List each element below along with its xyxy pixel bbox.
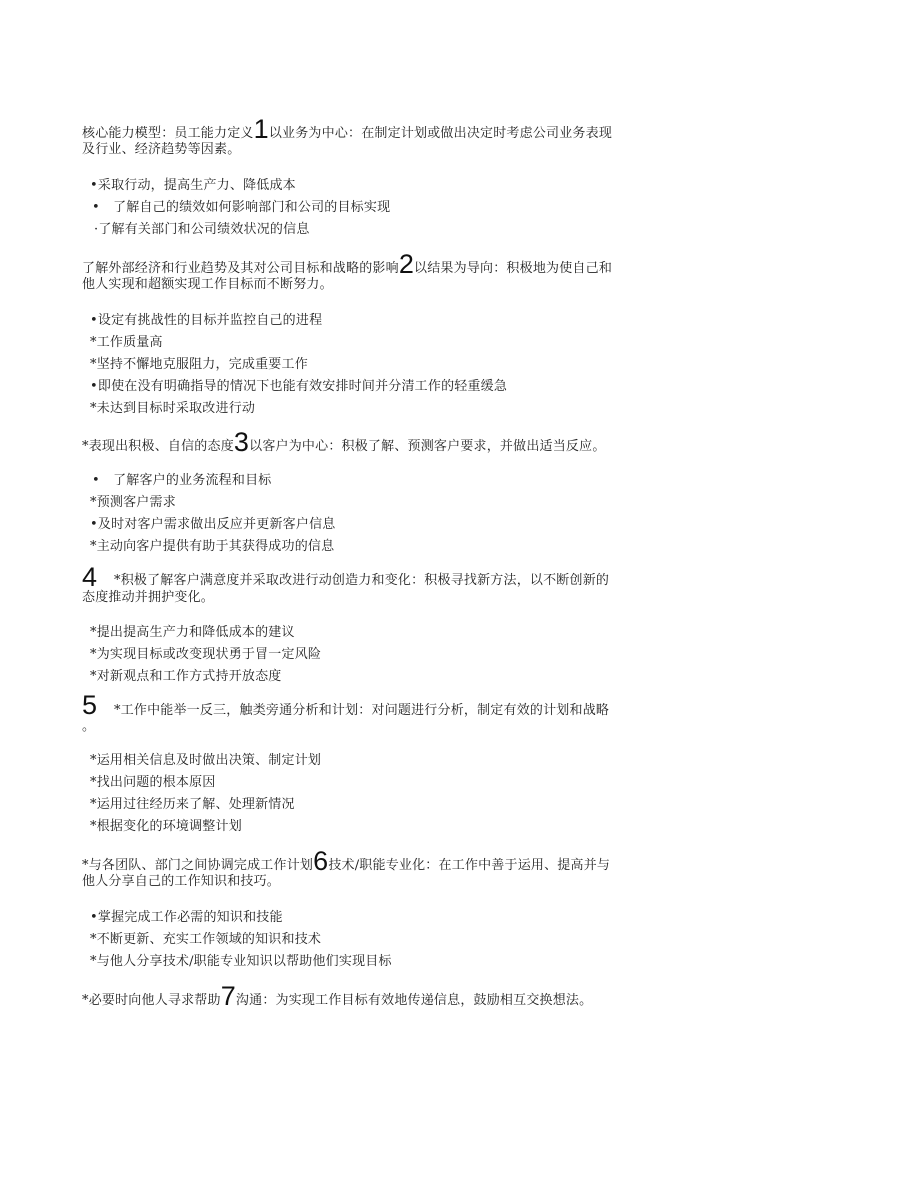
section-2-continuation: 他人实现和超额实现工作目标而不断努力。 <box>82 277 333 292</box>
section-1-bullet-3: ·了解有关部门和公司绩效状况的信息 <box>94 222 310 237</box>
section-7-title: 沟通：为实现工作目标有效地传递信息，鼓励相互交换想法。 <box>235 993 593 1008</box>
section-5-continuation: 。 <box>82 719 96 734</box>
section-7-heading <box>82 981 593 1011</box>
section-5-title: *工作中能举一反三，触类旁通分析和计划：对问题进行分析，制定有效的计划和战略 <box>114 703 610 718</box>
section-7-number: 7 <box>220 981 236 1011</box>
section-4-title: *积极了解客户满意度并采取改进行动创造力和变化：积极寻找新方法，以不断创新的 <box>114 573 610 588</box>
section-1-lead-text: 核心能力模型：员工能力定义 <box>82 126 254 141</box>
section-5-number: 5 <box>82 690 98 720</box>
section-3-bullet-4: *主动向客户提供有助于其获得成功的信息 <box>90 539 335 554</box>
section-6-continuation: 他人分享自己的工作知识和技巧。 <box>82 874 281 889</box>
section-4-continuation: 态度推动并拥护变化。 <box>82 590 215 605</box>
section-1-number: 1 <box>253 114 269 144</box>
section-3-bullet-3: •及时对客户需求做出反应并更新客户信息 <box>90 517 336 532</box>
section-2-title: 以结果为导向：积极地为使自己和 <box>414 261 613 276</box>
section-6-number: 6 <box>313 846 329 876</box>
section-2-lead-text: 了解外部经济和行业趋势及其对公司目标和战略的影响 <box>82 261 399 276</box>
section-4-number: 4 <box>82 562 98 592</box>
section-4-bullet-2: *为实现目标或改变现状勇于冒一定风险 <box>90 647 322 662</box>
section-6-lead-text: *与各团队、部门之间协调完成工作计划 <box>82 858 314 873</box>
section-3-heading <box>82 427 606 457</box>
section-5-bullet-2: *找出问题的根本原因 <box>90 775 216 790</box>
section-1-continuation: 及行业、经济趋势等因素。 <box>82 142 241 157</box>
section-3-title: 以客户为中心：积极了解、预测客户要求，并做出适当反应。 <box>249 439 606 454</box>
section-2-bullet-4: •即使在没有明确指导的情况下也能有效安排时间并分清工作的轻重缓急 <box>90 379 508 394</box>
section-5-bullet-4: *根据变化的环境调整计划 <box>90 819 242 834</box>
section-3-bullet-2: *预测客户需求 <box>90 495 176 510</box>
section-3-number: 3 <box>233 427 250 457</box>
section-3-bullet-1: • 了解客户的业务流程和目标 <box>92 473 272 488</box>
section-4-bullet-3: *对新观点和工作方式持开放态度 <box>90 669 282 684</box>
section-2-heading <box>82 249 613 279</box>
section-6-bullet-2: *不断更新、充实工作领域的知识和技术 <box>90 932 322 947</box>
section-2-bullet-1: •设定有挑战性的目标并监控自己的进程 <box>90 313 323 328</box>
section-2-bullet-5: *未达到目标时采取改进行动 <box>90 401 256 416</box>
section-1-bullet-1: •采取行动，提高生产力、降低成本 <box>90 178 296 193</box>
section-6-bullet-1: •掌握完成工作必需的知识和技能 <box>90 910 283 925</box>
section-2-bullet-2: *工作质量高 <box>90 335 163 350</box>
section-5-bullet-1: *运用相关信息及时做出决策、制定计划 <box>90 753 322 768</box>
section-6-bullet-3: *与他人分享技术/职能专业知识以帮助他们实现目标 <box>90 954 392 969</box>
section-7-lead-text: *必要时向他人寻求帮助 <box>82 993 221 1008</box>
section-5-bullet-3: *运用过往经历来了解、处理新情况 <box>90 797 295 812</box>
section-6-title: 技术/职能专业化：在工作中善于运用、提高并与 <box>328 858 611 873</box>
section-6-heading <box>82 846 611 876</box>
section-1-heading <box>82 114 613 144</box>
section-2-bullet-3: *坚持不懈地克服阻力，完成重要工作 <box>90 357 308 372</box>
section-2-number: 2 <box>398 249 415 279</box>
section-1-title: 以业务为中心：在制定计划或做出决定时考虑公司业务表现 <box>268 126 613 141</box>
section-1-bullet-2: • 了解自己的绩效如何影响部门和公司的目标实现 <box>92 200 391 215</box>
section-3-lead-text: *表现出积极、自信的态度 <box>82 439 234 454</box>
section-4-bullet-1: *提出提高生产力和降低成本的建议 <box>90 625 295 640</box>
